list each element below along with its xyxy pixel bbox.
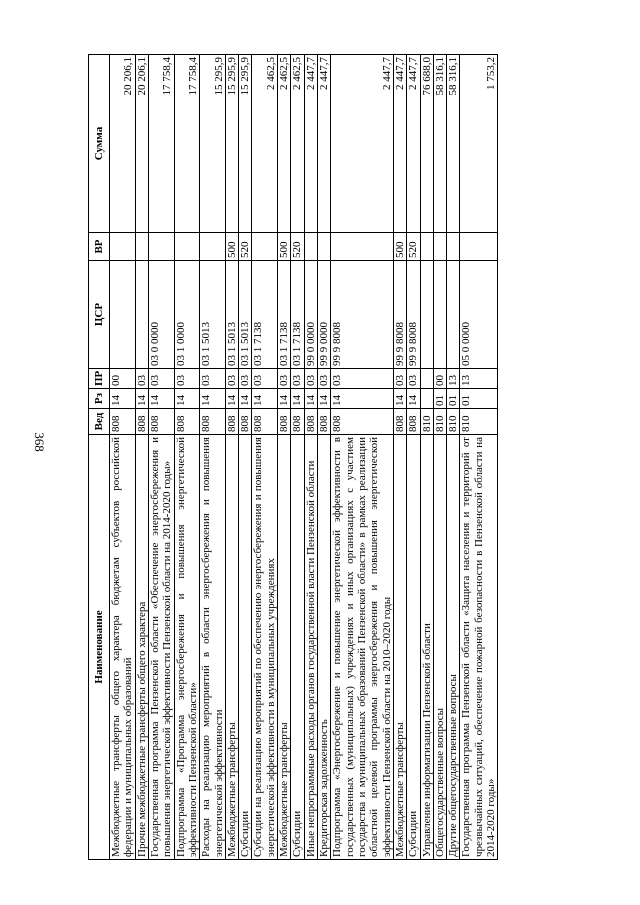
cell-name: Межбюджетные трансферты [225,435,238,860]
cell-csr: 03 1 5013 [225,261,238,369]
cell-csr [433,261,446,369]
cell-sum: 17 758,4 [174,55,200,233]
cell-pr: 03 [393,369,406,389]
cell-name: Государственная программа Пензенской области «Защита населения и территорий от чрезвычайных ситуаций, обеспечение пожарной безопасности в Пензенской области на 2014-2020 годы» [460,435,498,860]
cell-csr: 03 1 5013 [239,261,252,369]
cell-csr: 03 1 7138 [278,261,291,369]
cell-vr: 500 [278,233,291,261]
cell-csr: 05 0 0000 [460,261,498,369]
cell-vr [252,233,278,261]
cell-pr: 03 [407,369,420,389]
cell-rz: 14 [407,389,420,409]
table-row [174,55,200,860]
cell-name: Расходы на реализацию мероприятий в области энергосбережения и повышения энергетической эффективности [200,435,226,860]
page-number: 368 [31,432,47,452]
cell-name: Общегосударственные вопросы [433,435,446,860]
cell-vr: 520 [407,233,420,261]
cell-rz: 14 [225,389,238,409]
header-rz: Рз [89,389,110,409]
cell-ved: 810 [447,409,460,435]
cell-rz: 14 [278,389,291,409]
table-body [110,55,498,860]
cell-rz: 01 [433,389,446,409]
cell-ved: 808 [407,409,420,435]
cell-sum: 1 753,2 [460,55,498,233]
cell-sum: 2 462,5 [252,55,278,233]
cell-vr [135,233,148,261]
cell-ved: 808 [225,409,238,435]
cell-vr: 520 [291,233,304,261]
cell-name: Субсидии на реализацию мероприятий по обеспечению энергосбережения и повышения энергетической эффективности в муниципальных учреждениях [252,435,278,860]
cell-rz: 14 [135,389,148,409]
cell-sum: 2 447,7 [393,55,406,233]
cell-csr [420,261,433,369]
header-vr: ВР [89,233,110,261]
cell-sum: 20 206,1 [110,55,136,233]
table-row [252,55,278,860]
cell-csr: 99 9 8008 [331,261,394,369]
cell-sum: 15 295,9 [200,55,226,233]
cell-name: Субсидии [291,435,304,860]
table-row [318,55,331,860]
cell-pr: 03 [135,369,148,389]
cell-name: Межбюджетные трансферты [278,435,291,860]
cell-name: Иные непрограммные расходы органов государственной власти Пензенской области [304,435,317,860]
table-row [393,55,406,860]
cell-vr [148,233,174,261]
cell-pr: 03 [252,369,278,389]
header-name: Наименование [89,435,110,860]
cell-csr: 03 1 7138 [252,261,278,369]
cell-ved: 808 [252,409,278,435]
table-row [278,55,291,860]
table-row [110,55,136,860]
cell-ved: 808 [110,409,136,435]
cell-sum: 15 295,9 [239,55,252,233]
cell-name: Управление информатизации Пензенской области [420,435,433,860]
cell-rz [420,389,433,409]
cell-rz: 14 [148,389,174,409]
cell-ved: 808 [135,409,148,435]
cell-csr: 99 9 8008 [407,261,420,369]
table-row [135,55,148,860]
cell-rz: 14 [110,389,136,409]
table-row [331,55,394,860]
cell-pr: 03 [278,369,291,389]
cell-name: Подпрограмма «Энергосбережение и повышение энергетической эффективности в государственных (муниципальных) учреждениях и иных организациях с участием государства и муниципальных образований Пензенской области» в рамках реализации областной целевой программы энергосбережения и повышения энергетической эффективности Пензенской области на 2010–2020 годы [331,435,394,860]
cell-pr: 03 [148,369,174,389]
cell-csr [135,261,148,369]
cell-ved: 810 [460,409,498,435]
cell-vr [331,233,394,261]
cell-pr [420,369,433,389]
cell-pr: 03 [225,369,238,389]
cell-name: Межбюджетные трансферты [393,435,406,860]
table-row [460,55,498,860]
cell-pr: 03 [331,369,394,389]
cell-vr: 520 [239,233,252,261]
cell-vr [110,233,136,261]
cell-ved: 808 [331,409,394,435]
table-row [304,55,317,860]
cell-sum: 58 316,1 [433,55,446,233]
cell-csr: 03 1 5013 [200,261,226,369]
table-row [420,55,433,860]
cell-vr [433,233,446,261]
cell-sum: 2 447,7 [331,55,394,233]
cell-name: Подпрограмма «Программа энергосбережения и повышения энергетической эффективности Пензенской области» [174,435,200,860]
cell-name: Субсидии [239,435,252,860]
cell-sum: 2 462,5 [291,55,304,233]
cell-rz: 01 [460,389,498,409]
cell-csr: 03 1 0000 [174,261,200,369]
table-row [225,55,238,860]
cell-pr: 03 [304,369,317,389]
table-row [291,55,304,860]
cell-csr: 99 9 8008 [393,261,406,369]
cell-ved: 808 [393,409,406,435]
cell-pr: 00 [433,369,446,389]
cell-rz: 14 [200,389,226,409]
cell-name: Кредиторская задолженность [318,435,331,860]
cell-pr: 03 [291,369,304,389]
cell-sum: 2 447,7 [318,55,331,233]
cell-rz: 14 [252,389,278,409]
cell-sum: 2 447,7 [304,55,317,233]
table-row [433,55,446,860]
cell-ved: 808 [239,409,252,435]
header-ved: Вед [89,409,110,435]
cell-vr [447,233,460,261]
cell-ved: 808 [318,409,331,435]
table-row [200,55,226,860]
cell-rz: 14 [331,389,394,409]
cell-sum: 2 462,5 [278,55,291,233]
cell-rz: 14 [291,389,304,409]
cell-ved: 808 [174,409,200,435]
cell-csr: 03 1 7138 [291,261,304,369]
cell-csr: 03 0 0000 [148,261,174,369]
cell-ved: 810 [420,409,433,435]
cell-pr: 03 [318,369,331,389]
cell-name: Субсидии [407,435,420,860]
cell-rz: 14 [318,389,331,409]
cell-rz: 01 [447,389,460,409]
cell-pr: 03 [239,369,252,389]
cell-rz: 14 [239,389,252,409]
cell-pr: 00 [110,369,136,389]
cell-vr [174,233,200,261]
cell-csr [110,261,136,369]
table-row [407,55,420,860]
cell-vr [318,233,331,261]
cell-csr: 99 9 0000 [318,261,331,369]
cell-sum: 17 758,4 [148,55,174,233]
cell-pr: 03 [200,369,226,389]
table-header-row [89,55,110,860]
header-csr: ЦСР [89,261,110,369]
cell-name: Государственная программа Пензенской области «Обеспечение энергосбережения и повышения энергетической эффективности Пензенской области на 2014-2020 годы» [148,435,174,860]
cell-vr: 500 [225,233,238,261]
table-row [447,55,460,860]
header-sum: Сумма [89,55,110,233]
cell-pr: 13 [460,369,498,389]
table-row [239,55,252,860]
header-pr: ПР [89,369,110,389]
cell-rz: 14 [393,389,406,409]
cell-ved: 808 [304,409,317,435]
cell-sum: 76 688,0 [420,55,433,233]
cell-vr [304,233,317,261]
cell-vr [460,233,498,261]
table-row [148,55,174,860]
cell-vr [200,233,226,261]
cell-vr: 500 [393,233,406,261]
cell-csr: 99 0 0000 [304,261,317,369]
cell-sum: 15 295,9 [225,55,238,233]
cell-pr: 03 [174,369,200,389]
cell-pr: 13 [447,369,460,389]
cell-ved: 808 [278,409,291,435]
cell-name: Другие общегосударственные вопросы [447,435,460,860]
cell-ved: 808 [148,409,174,435]
cell-vr [420,233,433,261]
cell-name: Прочие межбюджетные трансферты общего характера [135,435,148,860]
cell-sum: 2 447,7 [407,55,420,233]
rotated-table-container [88,55,561,860]
cell-ved: 808 [200,409,226,435]
cell-sum: 58 316,1 [447,55,460,233]
budget-table [88,54,498,860]
cell-rz: 14 [304,389,317,409]
cell-rz: 14 [174,389,200,409]
cell-name: Межбюджетные трансферты общего характера бюджетам субъектов российской федерации и муниципальных образований [110,435,136,860]
cell-csr [447,261,460,369]
cell-sum: 20 206,1 [135,55,148,233]
cell-ved: 808 [291,409,304,435]
cell-ved: 810 [433,409,446,435]
